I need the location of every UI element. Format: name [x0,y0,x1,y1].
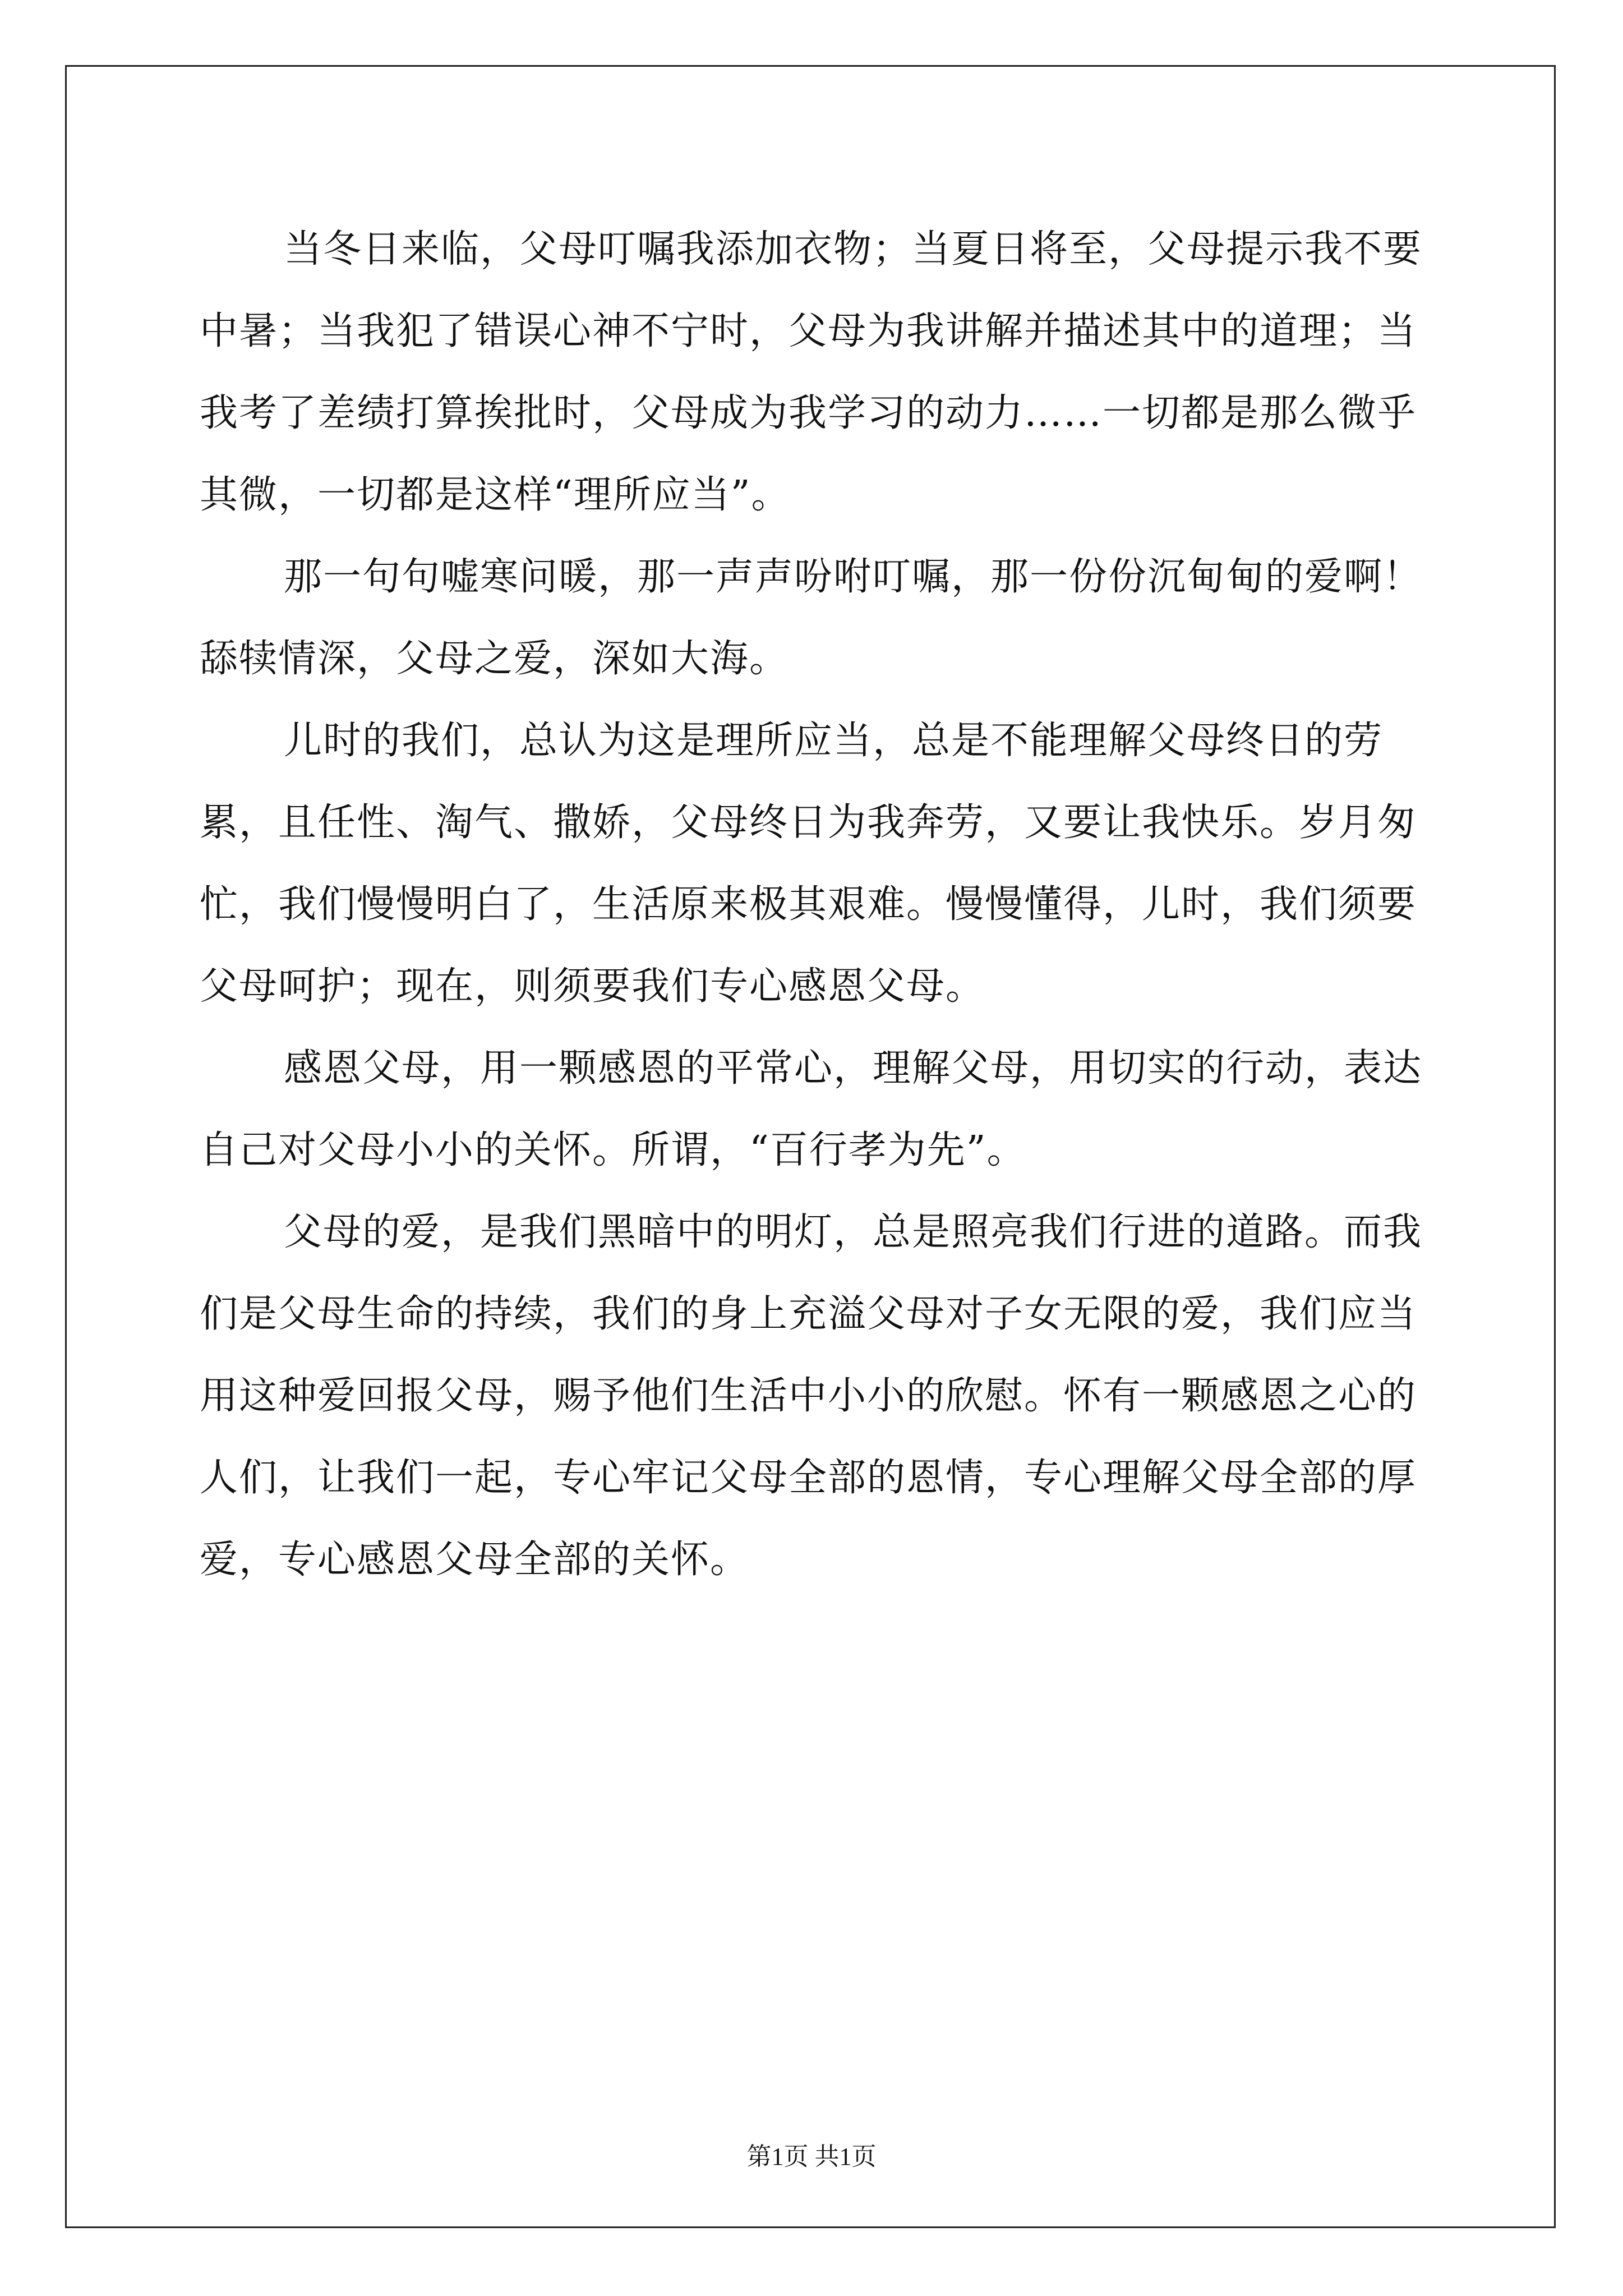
page-number-footer: 第1页 共1页 [746,2143,877,2170]
document-body [200,209,1433,1601]
paragraph: 父母的爱，是我们黑暗中的明灯，总是照亮我们行进的道路。而我们是父母生命的持续，我们的身上充溢父母对子女无限的爱，我们应当用这种爱回报父母，赐予他们生活中小小的欣慰。怀有一颗感恩之心的人们，让我们一起，专心牢记父母全部的恩情，专心理解父母全部的厚爱，专心感恩父母全部的关怀。 [200,1210,1423,1582]
paragraph: 当冬日来临，父母叮嘱我添加衣物；当夏日将至，父母提示我不要中暑；当我犯了错误心神不宁时，父母为我讲解并描述其中的道理；当我考了差绩打算挨批时，父母成为我学习的动力……一切都是那么微乎其微，一切都是这样“理所应当”。 [200,227,1423,517]
paragraph: 那一句句嘘寒问暖，那一声声吩咐叮嘱，那一份份沉甸甸的爱啊！舔犊情深，父母之爱，深如大海。 [200,555,1423,681]
paragraph: 感恩父母，用一颗感恩的平常心，理解父母，用切实的行动，表达自己对父母小小的关怀。所谓，“百行孝为先”。 [200,1046,1423,1172]
paragraph: 儿时的我们，总认为这是理所应当，总是不能理解父母终日的劳累，且任性、淘气、撒娇，父母终日为我奔劳，又要让我快乐。岁月匆忙，我们慢慢明白了，生活原来极其艰难。慢慢懂得，儿时，我们须要父母呵护；现在，则须要我们专心感恩父母。 [200,719,1417,1009]
